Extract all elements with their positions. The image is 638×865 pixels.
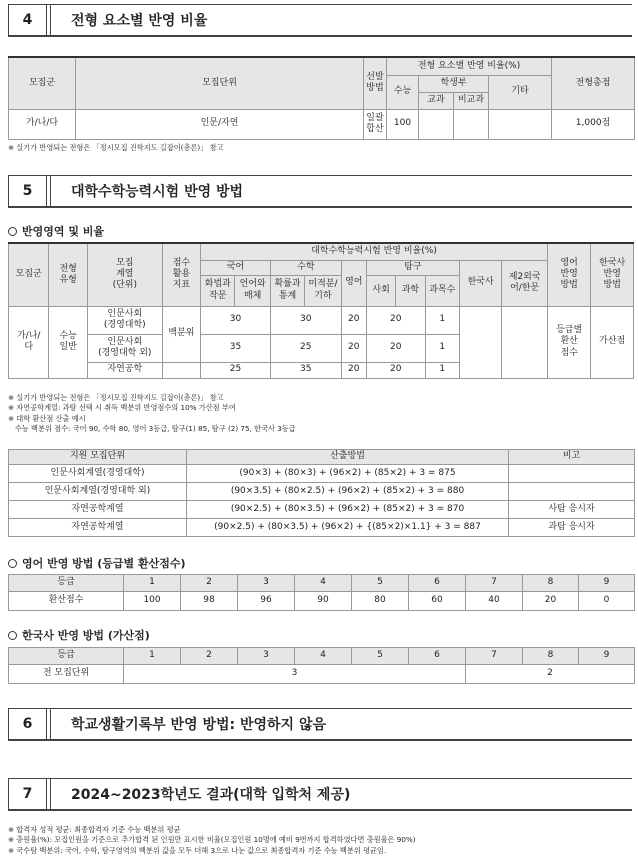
- grade-cell: 2: [181, 648, 238, 665]
- cell-calc-method: (90×2.5) + (80×3.5) + (96×2) + (85×2) + 3 = 870: [187, 501, 509, 519]
- cell-english: 20: [341, 362, 366, 378]
- score-label: 환산점수: [9, 592, 124, 611]
- cell-korean: 35: [201, 334, 271, 362]
- cell-group: 가/나/ 다: [9, 306, 49, 378]
- grade-cell: 7: [466, 575, 523, 592]
- cell-unit: 인문사회 (경영대학 외): [87, 334, 162, 362]
- unit-label: 전 모집단위: [9, 665, 124, 684]
- score-cell: 20: [523, 592, 579, 611]
- sec4-note: ※ 실기가 반영되는 전형은 「정시모집 진학지도 길잡이(총론)」 참고: [8, 143, 224, 152]
- divider: [47, 176, 51, 206]
- section-number: 5: [9, 176, 47, 206]
- section-number: 7: [9, 779, 47, 809]
- cell-index-empty: [162, 362, 200, 378]
- header-ratio: 대학수학능력시험 반영 비율(%): [201, 243, 548, 260]
- cell-calc-remark: [509, 465, 635, 483]
- header-group: 모집군: [9, 57, 76, 109]
- cell-english: 20: [341, 334, 366, 362]
- header-group: 모집군: [9, 243, 49, 306]
- cell-calc-method: (90×2.5) + (80×3.5) + (96×2) + {(85×2)×1.1} + 3 = 887: [187, 519, 509, 537]
- score-cell: 0: [579, 592, 635, 611]
- cell-math: 35: [270, 362, 341, 378]
- cell-group: 가/나/다: [9, 109, 76, 139]
- header-nonsubject: 비교과: [454, 92, 489, 109]
- grade-cell: 8: [523, 575, 579, 592]
- cell-history: [459, 306, 501, 378]
- header-count: 과목수: [425, 275, 459, 306]
- header-m2: 미적분/ 기하: [305, 275, 341, 306]
- cell-calc-unit: 자연공학계열: [9, 501, 187, 519]
- subheading-subjects: 반영영역 및 비율: [8, 223, 104, 239]
- grade-cell: 8: [523, 648, 579, 665]
- cell-inquiry: 20: [366, 306, 425, 334]
- cell-calc-unit: 인문사회계열(경영대학 외): [9, 483, 187, 501]
- score-cell: 40: [466, 592, 523, 611]
- cell-calc-remark: 사탐 응시자: [509, 501, 635, 519]
- grade-cell: 5: [352, 575, 409, 592]
- header-k1: 화법과 작문: [201, 275, 235, 306]
- divider: [47, 5, 51, 35]
- cell-hist-method: 가산점: [591, 306, 634, 378]
- header-total: 전형총점: [552, 57, 635, 109]
- divider: [47, 709, 51, 739]
- grade-cell: 3: [238, 648, 295, 665]
- grade-cell: 5: [352, 648, 409, 665]
- score-cell: 60: [409, 592, 466, 611]
- cell-etc: [489, 109, 552, 139]
- sec5-notes: ※ 실기가 반영되는 전형은 「정시모집 진학지도 길잡이(총론)」 참고 ※ 자연공학계열: 과탐 선택 시 취득 백분위 반영점수의 10% 가산점 부여 ※ 대학 환산점 산출 예시 수능 백분위 점수: 국어 90, 수학 80, 영어 3등급, 탐구(1) 85, 탐구 (2) 75, 한국사 3등급: [8, 393, 296, 434]
- cell-method: 일괄 합산: [364, 109, 387, 139]
- header-social: 사회: [366, 275, 395, 306]
- header-ratio: 전형 요소별 반영 비율(%): [387, 57, 552, 75]
- grade-cell: 9: [579, 648, 635, 665]
- cell-unit: 자연공학: [87, 362, 162, 378]
- header-etc: 기타: [489, 75, 552, 109]
- suneung-table: [8, 242, 634, 379]
- section-title: 학교생활기록부 반영 방법: 반영하지 않음: [71, 717, 327, 733]
- cell-suneung: 100: [387, 109, 419, 139]
- section-number: 4: [9, 5, 47, 35]
- header-calc-method: 산출방법: [187, 450, 509, 465]
- grade-cell: 1: [124, 575, 181, 592]
- cell-math: 25: [270, 334, 341, 362]
- cell-index: 백분위: [162, 306, 200, 362]
- section-7-header: [8, 778, 632, 811]
- grade-cell: 7: [466, 648, 523, 665]
- subheading-english: 영어 반영 방법 (등급별 환산점수): [8, 555, 186, 571]
- header-science: 과학: [396, 275, 425, 306]
- cell-type: 수능 일반: [49, 306, 87, 378]
- circle-icon: [8, 631, 17, 640]
- score-cell: 80: [352, 592, 409, 611]
- grade-cell: 2: [181, 575, 238, 592]
- bonus-cell: 2: [466, 665, 635, 684]
- grade-cell: 1: [124, 648, 181, 665]
- cell-count: 1: [425, 362, 459, 378]
- grade-cell: 4: [295, 575, 352, 592]
- circle-icon: [8, 227, 17, 236]
- header-grade: 등급: [9, 575, 124, 592]
- section-5-header: [8, 175, 632, 208]
- cell-eng-method: 등급별 환산 점수: [547, 306, 590, 378]
- grade-cell: 3: [238, 575, 295, 592]
- header-index: 점수 활용 지표: [162, 243, 200, 306]
- cell-english: 20: [341, 306, 366, 334]
- header-type: 전형 유형: [49, 243, 87, 306]
- cell-subject: [419, 109, 454, 139]
- cell-unit: 인문사회 (경영대학): [87, 306, 162, 334]
- score-cell: 98: [181, 592, 238, 611]
- cell-korean: 25: [201, 362, 271, 378]
- header-suneung: 수능: [387, 75, 419, 109]
- cell-calc-unit: 자연공학계열: [9, 519, 187, 537]
- cell-calc-remark: [509, 483, 635, 501]
- cell-inquiry: 20: [366, 362, 425, 378]
- score-cell: 96: [238, 592, 295, 611]
- history-table: [8, 647, 635, 684]
- header-grade: 등급: [9, 648, 124, 665]
- section-title: 전형 요소별 반영 비율: [71, 13, 208, 29]
- sec7-notes: ※ 합격자 성적 평균: 최종합격자 기준 수능 백분위 평균 ※ 충원율(%): 모집인원을 기준으로 추가합격 된 인원만 표시한 비율(모집인원 10명에 예비 9번까지 합격하였다면 충원율은 90%) ※ 국수탐 백분위: 국어, 수학, 탐구영역의 백분위 값을 모두 더해 3으로 나눈 값으로 최종합격자 기준 수능 백분위 평균임.: [8, 825, 416, 855]
- cell-total: 1,000점: [552, 109, 635, 139]
- grade-cell: 4: [295, 648, 352, 665]
- header-calc-remark: 비고: [509, 450, 635, 465]
- header-unit: 모집단위: [76, 57, 364, 109]
- cell-calc-unit: 인문사회계열(경영대학): [9, 465, 187, 483]
- section-6-header: [8, 708, 632, 741]
- cell-count: 1: [425, 306, 459, 334]
- header-english: 영어: [341, 260, 366, 306]
- section-4-header: [8, 4, 632, 37]
- subheading-history: 한국사 반영 방법 (가산점): [8, 627, 150, 643]
- header-subject: 교과: [419, 92, 454, 109]
- header-calc-unit: 지원 모집단위: [9, 450, 187, 465]
- grade-cell: 6: [409, 575, 466, 592]
- cell-foreign: [502, 306, 548, 378]
- header-inquiry: 탐구: [366, 260, 459, 275]
- cell-calc-method: (90×3.5) + (80×2.5) + (96×2) + (85×2) + 3 = 880: [187, 483, 509, 501]
- header-hist-method: 한국사 반영 방법: [591, 243, 634, 306]
- cell-inquiry: 20: [366, 334, 425, 362]
- header-history: 한국사: [459, 260, 501, 306]
- cell-math: 30: [270, 306, 341, 334]
- header-method: 선발 방법: [364, 57, 387, 109]
- circle-icon: [8, 559, 17, 568]
- header-record: 학생부: [419, 75, 489, 92]
- calc-table: [8, 449, 635, 537]
- header-foreign: 제2외국 어/한문: [502, 260, 548, 306]
- ratio-table: [8, 56, 635, 140]
- grade-cell: 6: [409, 648, 466, 665]
- cell-calc-method: (90×3) + (80×3) + (96×2) + (85×2) + 3 = 875: [187, 465, 509, 483]
- header-math: 수학: [270, 260, 341, 275]
- cell-nonsubject: [454, 109, 489, 139]
- bonus-cell: 3: [124, 665, 466, 684]
- cell-count: 1: [425, 334, 459, 362]
- section-number: 6: [9, 709, 47, 739]
- section-title: 대학수학능력시험 반영 방법: [71, 184, 244, 200]
- header-eng-method: 영어 반영 방법: [547, 243, 590, 306]
- header-korean: 국어: [201, 260, 271, 275]
- section-title: 2024~2023학년도 결과(대학 입학처 제공): [71, 787, 351, 803]
- cell-calc-remark: 과탐 응시자: [509, 519, 635, 537]
- score-cell: 90: [295, 592, 352, 611]
- header-m1: 확률과 통계: [270, 275, 304, 306]
- score-cell: 100: [124, 592, 181, 611]
- divider: [47, 779, 51, 809]
- cell-unit: 인문/자연: [76, 109, 364, 139]
- cell-korean: 30: [201, 306, 271, 334]
- header-unit: 모집 계열 (단위): [87, 243, 162, 306]
- header-k2: 언어와 매체: [235, 275, 270, 306]
- grade-cell: 9: [579, 575, 635, 592]
- english-table: [8, 574, 635, 611]
